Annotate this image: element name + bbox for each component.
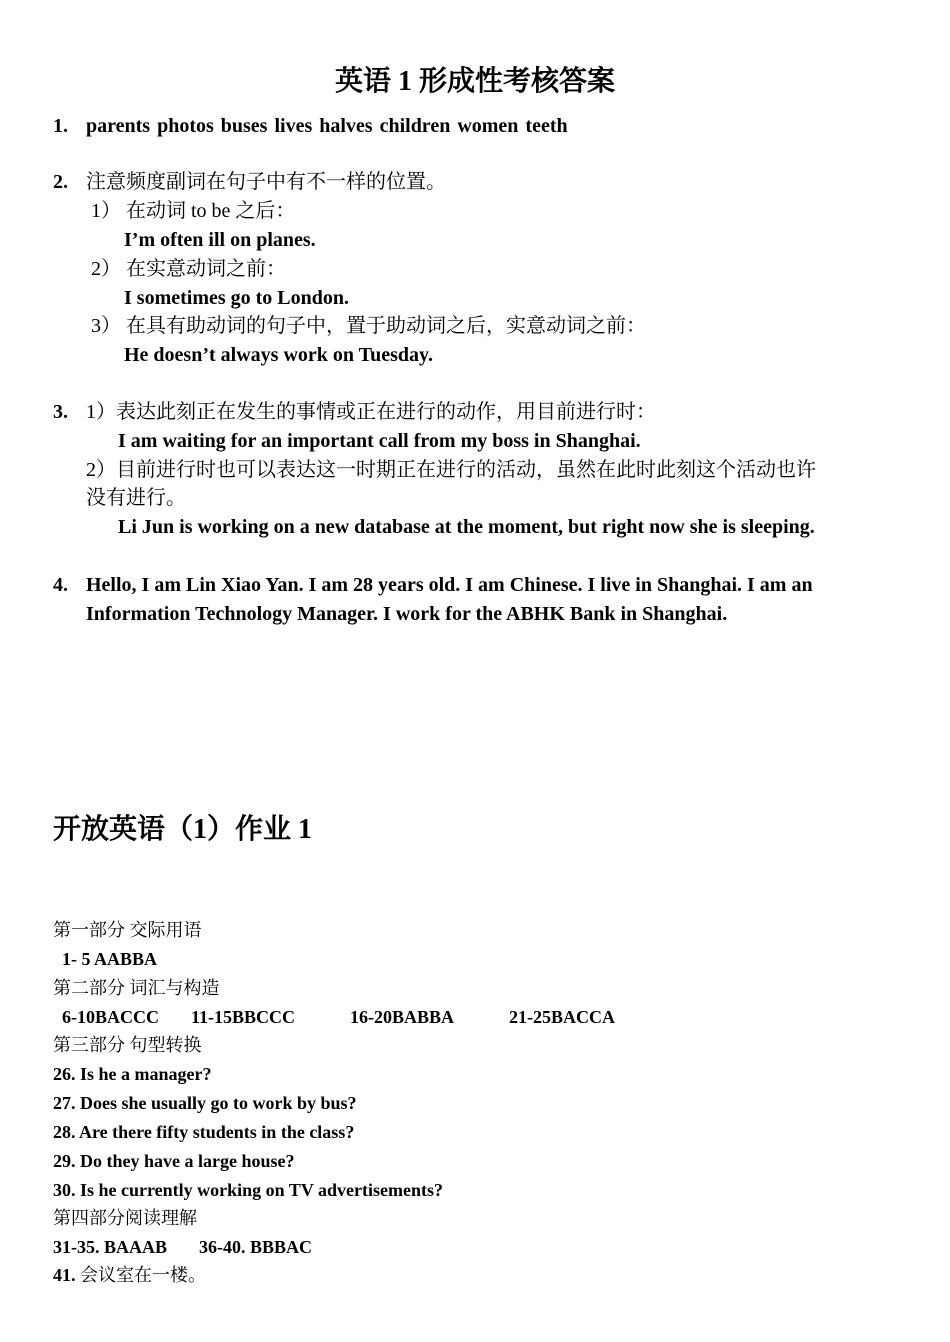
- q3-item2-label-line2: 没有进行。: [86, 487, 186, 509]
- q41-text: 会议室在一楼。: [80, 1265, 206, 1285]
- part3-label: 第三部分 句型转换: [53, 1035, 202, 1055]
- q4-number: 4.: [53, 574, 68, 596]
- part3-answer-29: 29. Do they have a large house?: [53, 1151, 295, 1171]
- q2-item1-label: 1） 在动词 to be 之后：: [91, 200, 296, 222]
- part2-answers-2: 11-15BBCCC: [191, 1007, 296, 1027]
- part2-answers-3: 16-20BABBA: [350, 1007, 455, 1027]
- part1-label: 第一部分 交际用语: [53, 920, 202, 940]
- q1-text: parents photos buses lives halves children women teeth: [86, 115, 568, 137]
- q2-number: 2.: [53, 171, 68, 193]
- q2-intro: 注意频度副词在句子中有不一样的位置。: [86, 171, 446, 193]
- part3-answer-28: 28. Are there fifty students in the class?: [53, 1122, 355, 1142]
- q3-item1-example: I am waiting for an important call from my boss in Shanghai.: [118, 430, 641, 452]
- q3-number: 3.: [53, 401, 68, 423]
- q2-item2-label: 2） 在实意动词之前：: [91, 258, 286, 280]
- part1-answers: 1- 5 AABBA: [62, 949, 158, 969]
- q4-line1: Hello, I am Lin Xiao Yan. I am 28 years old. I am Chinese. I live in Shanghai. I am an: [86, 574, 813, 596]
- part4-answers-1: 31-35. BAAAB: [53, 1237, 168, 1257]
- part2-label: 第二部分 词汇与构造: [53, 978, 220, 998]
- part4-answers-2: 36-40. BBBAC: [199, 1237, 313, 1257]
- homework-title: 开放英语（1）作业 1: [53, 814, 313, 845]
- q3-item2-example: Li Jun is working on a new database at the moment, but right now she is sleeping.: [118, 516, 815, 538]
- part3-answer-26: 26. Is he a manager?: [53, 1064, 212, 1084]
- q41-number: 41.: [53, 1265, 76, 1285]
- q3-item2-label-line1: 2）目前进行时也可以表达这一时期正在进行的活动，虽然在此时此刻这个活动也许: [86, 459, 816, 481]
- q2-item3-label: 3） 在具有助动词的句子中，置于助动词之后，实意动词之前：: [91, 315, 646, 337]
- part3-answer-27: 27. Does she usually go to work by bus?: [53, 1093, 357, 1113]
- q2-item3-example: He doesn’t always work on Tuesday.: [124, 344, 433, 366]
- q2-item2-example: I sometimes go to London.: [124, 287, 350, 309]
- q1-number: 1.: [53, 115, 68, 137]
- part2-answers-1: 6-10BACCC: [62, 1007, 159, 1027]
- q2-item1-example: I’m often ill on planes.: [124, 229, 316, 251]
- part3-answer-30: 30. Is he currently working on TV advertisements?: [53, 1180, 444, 1200]
- part2-answers-4: 21-25BACCA: [509, 1007, 615, 1027]
- q3-item1-label: 1）表达此刻正在发生的事情或正在进行的动作，用目前进行时：: [86, 401, 656, 423]
- part4-label: 第四部分阅读理解: [53, 1208, 197, 1228]
- q41-line: [53, 1262, 206, 1288]
- document-title: 英语 1 形成性考核答案: [334, 66, 615, 97]
- q4-line2: Information Technology Manager. I work for the ABHK Bank in Shanghai.: [86, 603, 728, 625]
